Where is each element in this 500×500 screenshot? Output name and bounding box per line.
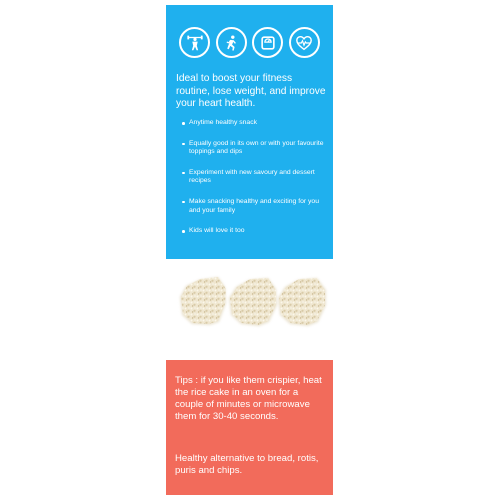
weighing-scale-icon <box>252 27 283 58</box>
tips-text: Tips : if you like them crispier, heat the rice cake in an oven for a couple of minutes or microwave them for 30-40 seconds. <box>175 375 322 422</box>
benefits-panel <box>166 5 333 259</box>
fitness-icon-row <box>179 27 320 61</box>
list-item: Experiment with new savoury and dessert recipes <box>182 169 328 186</box>
tips-panel <box>166 360 333 495</box>
benefits-list <box>182 119 328 236</box>
running-icon <box>216 27 247 58</box>
heartbeat-icon <box>289 27 320 58</box>
weightlifting-icon <box>179 27 210 58</box>
list-item: Make snacking healthy and exciting for you and your family <box>182 198 328 215</box>
list-item: Kids will love it too <box>182 227 328 236</box>
rice-cake <box>278 278 326 326</box>
list-item: Equally good in its own or with your favourite toppings and dips <box>182 140 328 157</box>
rice-cakes-image <box>166 259 333 360</box>
list-item: Anytime healthy snack <box>182 119 328 128</box>
rice-cake <box>229 278 277 326</box>
healthy-alternative-text: Healthy alternative to bread, rotis, puris and chips. <box>175 453 319 476</box>
product-info-strip <box>166 0 333 500</box>
rice-cake <box>180 277 226 325</box>
benefits-headline: Ideal to boost your fitness routine, lose weight, and improve your heart health. <box>176 73 326 109</box>
